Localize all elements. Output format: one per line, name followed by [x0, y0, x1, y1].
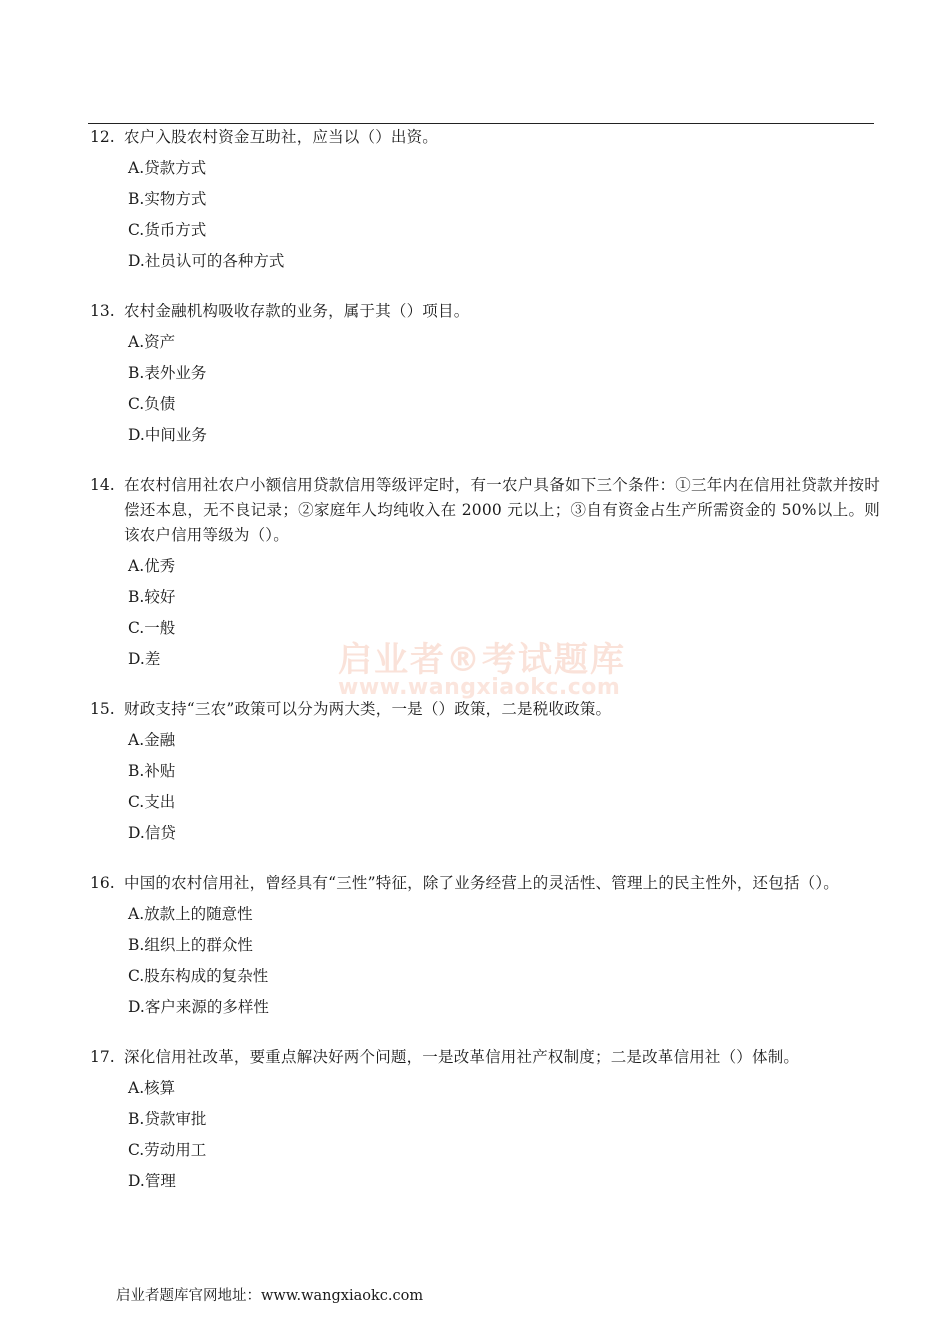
option-c [128, 616, 880, 647]
option-a [128, 156, 880, 187]
question-stem [90, 125, 880, 150]
option-text: 管理 [144, 1172, 176, 1190]
footer-site-address: 启业者题库官网地址：www.wangxiaokc.com [116, 1288, 424, 1304]
option-text: 补贴 [144, 762, 176, 780]
option-text: 客户来源的多样性 [144, 998, 269, 1016]
option-text: 资产 [144, 333, 176, 351]
option-letter: A. [128, 557, 145, 575]
option-text: 金融 [144, 731, 176, 749]
option-text: 中间业务 [144, 426, 207, 444]
question-text: 农户入股农村资金互助社，应当以（）出资。 [124, 128, 439, 146]
option-letter: C. [128, 395, 145, 413]
question-number: 12. [90, 128, 115, 146]
option-d [128, 1169, 880, 1200]
option-a [128, 902, 880, 933]
option-text: 社员认可的各种方式 [144, 252, 285, 270]
option-list [128, 330, 880, 454]
option-b [128, 759, 880, 790]
question-stem [90, 1045, 880, 1070]
question-number: 15. [90, 700, 115, 718]
option-d [128, 249, 880, 280]
option-text: 股东构成的复杂性 [144, 967, 269, 985]
question-13 [90, 299, 880, 454]
question-number: 13. [90, 302, 115, 320]
option-text: 实物方式 [144, 190, 207, 208]
option-text: 一般 [144, 619, 176, 637]
option-text: 负债 [144, 395, 176, 413]
option-b [128, 1107, 880, 1138]
option-text: 支出 [144, 793, 176, 811]
option-b [128, 933, 880, 964]
question-number: 16. [90, 874, 115, 892]
option-a [128, 1076, 880, 1107]
option-d [128, 821, 880, 852]
option-letter: D. [128, 426, 145, 444]
watermark-url: www.wangxiaokc.com [338, 675, 621, 700]
option-b [128, 585, 880, 616]
option-text: 表外业务 [144, 364, 207, 382]
question-text: 深化信用社改革，要重点解决好两个问题，一是改革信用社产权制度；二是改革信用社（）体制。 [124, 1048, 800, 1066]
question-stem [90, 697, 880, 722]
option-letter: C. [128, 1141, 145, 1159]
option-a [128, 728, 880, 759]
option-text: 劳动用工 [144, 1141, 207, 1159]
option-letter: C. [128, 967, 145, 985]
question-15 [90, 697, 880, 852]
question-list [90, 125, 880, 1219]
option-text: 核算 [144, 1079, 176, 1097]
option-letter: D. [128, 824, 145, 842]
option-text: 优秀 [144, 557, 176, 575]
option-letter: B. [128, 936, 145, 954]
option-letter: A. [128, 333, 145, 351]
question-text: 中国的农村信用社，曾经具有“三性”特征，除了业务经营上的灵活性、管理上的民主性外，还包括（）。 [124, 874, 840, 892]
option-letter: A. [128, 1079, 145, 1097]
option-text: 较好 [144, 588, 176, 606]
option-list [128, 554, 880, 678]
option-letter: A. [128, 731, 145, 749]
option-letter: B. [128, 762, 145, 780]
option-list [128, 728, 880, 852]
option-letter: D. [128, 252, 145, 270]
question-17 [90, 1045, 880, 1200]
question-stem [90, 871, 880, 896]
option-letter: B. [128, 588, 145, 606]
question-12 [90, 125, 880, 280]
option-list [128, 156, 880, 280]
question-text: 农村金融机构吸收存款的业务，属于其（）项目。 [124, 302, 470, 320]
option-b [128, 187, 880, 218]
option-letter: D. [128, 998, 145, 1016]
option-text: 放款上的随意性 [144, 905, 253, 923]
option-text: 差 [144, 650, 161, 668]
watermark-title: 启业者®考试题库 [338, 640, 626, 680]
option-letter: D. [128, 1172, 145, 1190]
option-letter: A. [128, 905, 145, 923]
option-letter: A. [128, 159, 145, 177]
option-d [128, 647, 880, 678]
option-c [128, 964, 880, 995]
option-text: 信贷 [144, 824, 176, 842]
option-d [128, 995, 880, 1026]
question-text: 在农村信用社农户小额信用贷款信用等级评定时，有一农户具备如下三个条件：①三年内在信用社贷款并按时偿还本息，无不良记录；②家庭年人均纯收入在 2000 元以上；③自有资金占生产所需资金的 50%以上。则该农户信用等级为（）。 [124, 476, 880, 544]
question-stem [90, 299, 880, 324]
option-a [128, 554, 880, 585]
option-b [128, 361, 880, 392]
option-c [128, 790, 880, 821]
option-c [128, 218, 880, 249]
option-letter: C. [128, 221, 145, 239]
option-letter: C. [128, 793, 145, 811]
option-letter: B. [128, 190, 145, 208]
option-text: 组织上的群众性 [144, 936, 253, 954]
option-a [128, 330, 880, 361]
question-text: 财政支持“三农”政策可以分为两大类，一是（）政策，二是税收政策。 [124, 700, 612, 718]
option-letter: B. [128, 1110, 145, 1128]
option-text: 货币方式 [144, 221, 207, 239]
option-c [128, 1138, 880, 1169]
question-stem [90, 473, 880, 548]
option-text: 贷款方式 [144, 159, 207, 177]
question-14 [90, 473, 880, 678]
question-number: 17. [90, 1048, 115, 1066]
option-letter: B. [128, 364, 145, 382]
option-letter: C. [128, 619, 145, 637]
option-text: 贷款审批 [144, 1110, 207, 1128]
option-list [128, 902, 880, 1026]
option-list [128, 1076, 880, 1200]
question-number: 14. [90, 476, 115, 494]
option-letter: D. [128, 650, 145, 668]
question-16 [90, 871, 880, 1026]
option-d [128, 423, 880, 454]
option-c [128, 392, 880, 423]
header-rule [88, 123, 874, 124]
